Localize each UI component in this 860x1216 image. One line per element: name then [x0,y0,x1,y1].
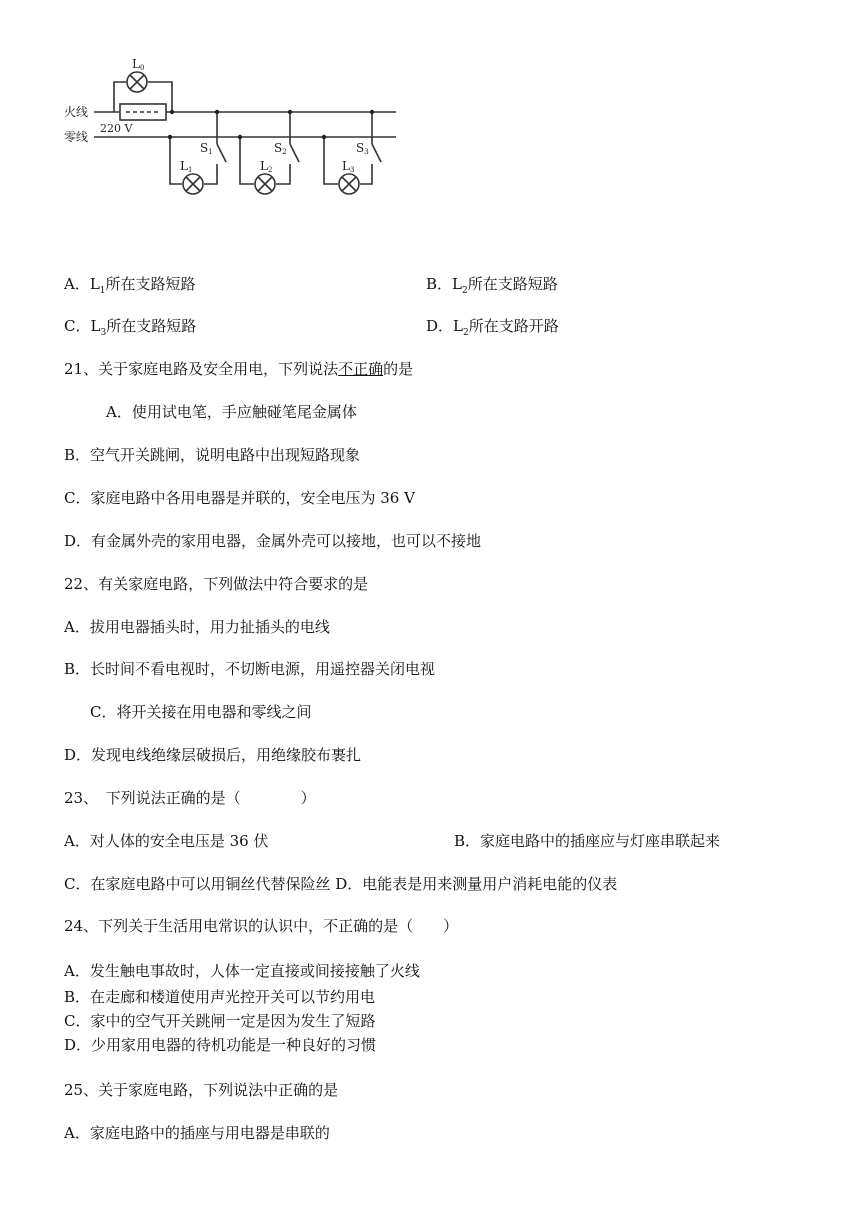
lamp2-label: L2 [260,159,273,174]
q24-option-c: C．家中的空气开关跳闸一定是因为发生了短路 [64,1012,376,1030]
switch1-label: S1 [200,141,213,156]
q22-option-d: D．发现电线绝缘层破损后，用绝缘胶布裹扎 [64,746,362,764]
q22-stem: 22、有关家庭电路，下列做法中符合要求的是 [64,575,369,593]
q23-option-b: B．家庭电路中的插座应与灯座串联起来 [454,832,721,850]
neutral-wire-label: 零线 [64,130,89,144]
q25-stem: 25、关于家庭电路，下列说法中正确的是 [64,1081,339,1099]
q23-option-a: A．对人体的安全电压是 36 伏 [64,832,269,850]
q20-option-a: A．$L_1$所在支路短路 [64,275,196,296]
q22-option-b: B．长时间不看电视时，不切断电源，用遥控器关闭电视 [64,660,436,678]
q24-option-b: B．在走廊和楼道使用声光控开关可以节约用电 [64,988,376,1006]
lamp0-label: L0 [132,57,145,72]
q21-option-a: A．使用试电笔，手应触碰笔尾金属体 [106,403,357,421]
q25-option-a: A．家庭电路中的插座与用电器是串联的 [64,1124,330,1142]
q20-option-b: B．$L_2$所在支路短路 [426,275,558,296]
switch2-label: S2 [274,141,287,156]
switch3-label: S3 [356,141,369,156]
circuit-diagram [64,52,404,202]
q22-option-c: C．将开关接在用电器和零线之间 [90,703,312,721]
q24-stem: 24、下列关于生活用电常识的认识中，不正确的是（ ） [64,917,459,935]
q23-stem: 23、 下列说法正确的是（ ） [64,789,316,807]
q21-stem: 21、关于家庭电路及安全用电，下列说法不正确的是 [64,360,414,378]
q20-option-d: D．$L_2$所在支路开路 [426,317,559,338]
live-wire-label: 火线 [64,105,89,119]
q24-option-a: A．发生触电事故时，人体一定直接或间接接触了火线 [64,962,420,980]
q23-option-c-d: C．在家庭电路中可以用铜丝代替保险丝 D．电能表是用来测量用户消耗电能的仪表 [64,875,618,893]
q24-option-d: D．少用家用电器的待机功能是一种良好的习惯 [64,1036,377,1054]
q21-option-d: D．有金属外壳的家用电器，金属外壳可以接地，也可以不接地 [64,532,482,550]
q20-option-c: C．$L_3$所在支路短路 [64,317,197,338]
q21-option-b: B．空气开关跳闸，说明电路中出现短路现象 [64,446,361,464]
lamp3-label: L3 [342,159,355,174]
lamp1-label: L1 [180,159,193,174]
q22-option-a: A．拔用电器插头时，用力扯插头的电线 [64,618,330,636]
voltage-label: 220 V [100,122,133,135]
q21-option-c: C．家庭电路中各用电器是并联的，安全电压为 36 V [64,489,415,507]
